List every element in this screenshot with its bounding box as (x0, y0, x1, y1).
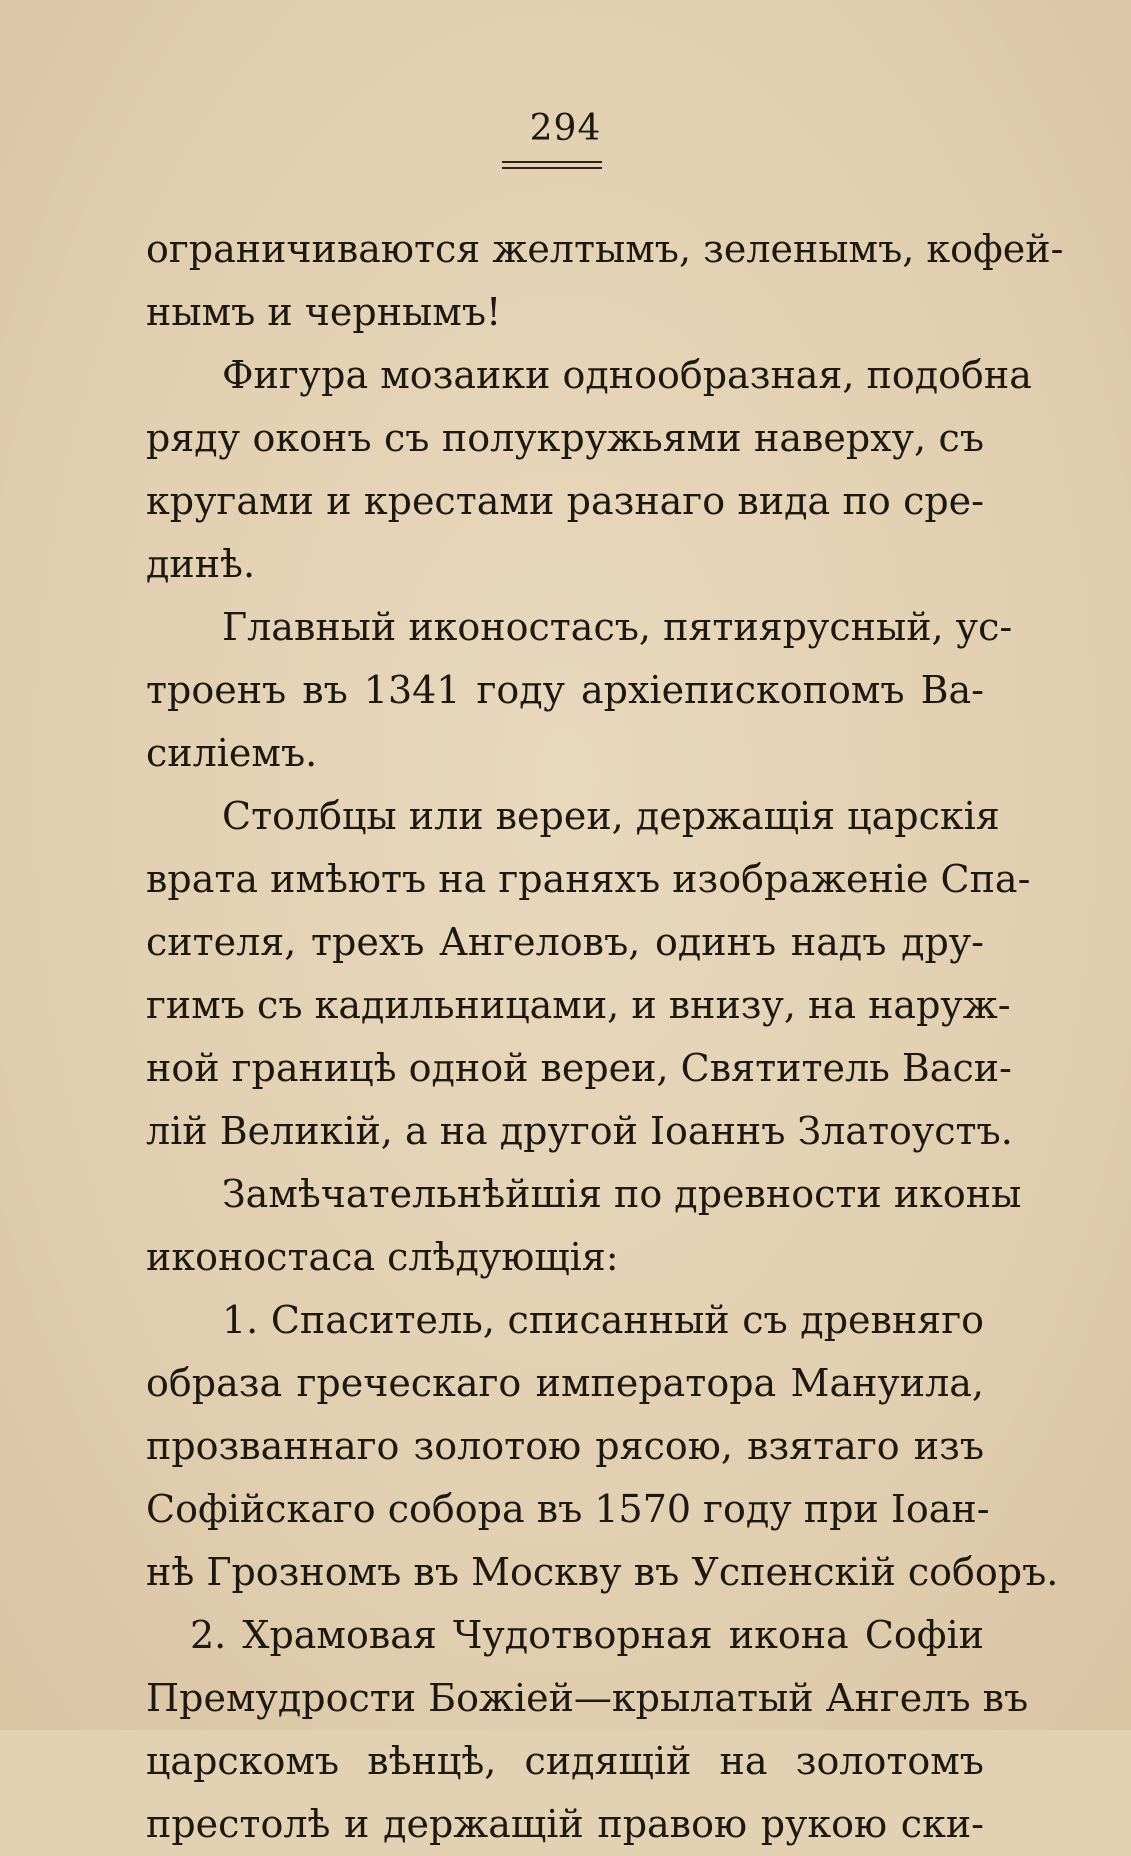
text-line: ной границѣ одной вереи, Святитель Васи- (146, 1046, 1012, 1090)
text-line: Софійскаго собора въ 1570 году при Іоан- (146, 1487, 990, 1531)
text-line: 1. Спаситель, списанный съ древняго (222, 1298, 984, 1342)
text-line: престолѣ и держащій правою рукою ски- (146, 1802, 984, 1846)
text-line: нымъ и чернымъ! (146, 290, 502, 334)
text-line: нѣ Грозномъ въ Москву въ Успенскій соборъ. (146, 1550, 1059, 1594)
text-line: ряду оконъ съ полукружьями наверху, съ (146, 416, 984, 460)
text-line: Замѣчательнѣйшія по древности иконы (222, 1172, 1022, 1216)
text-line: 2. Храмовая Чудотворная икона Софіи (190, 1613, 984, 1657)
page-number: 294 (529, 108, 602, 149)
text-line: динѣ. (146, 542, 256, 586)
text-line: Главный иконостасъ, пятиярусный, ус- (222, 605, 1013, 649)
text-line: Премудрости Божіей—крылатый Ангелъ въ (146, 1676, 1029, 1720)
text-line: Столбцы или вереи, держащія царскія (222, 794, 1000, 838)
text-line: врата имѣютъ на граняхъ изображеніе Спа- (146, 857, 1031, 901)
text-line: образа греческаго императора Мануила, (146, 1361, 984, 1405)
text-line: прозваннаго золотою рясою, взятаго изъ (146, 1424, 984, 1468)
header-rule-top (502, 161, 602, 163)
text-line: иконостаса слѣдующія: (146, 1235, 619, 1279)
text-line: лій Великій, а на другой Іоаннъ Златоустъ. (146, 1109, 1013, 1153)
body-text (146, 218, 1064, 1856)
header-rule-bottom (502, 167, 602, 169)
text-line: троенъ въ 1341 году архіепископомъ Ва- (146, 668, 984, 712)
text-line: сителя, трехъ Ангеловъ, одинъ надъ дру- (146, 920, 984, 964)
text-line: кругами и крестами разнаго вида по сре- (146, 479, 984, 523)
text-line: силіемъ. (146, 731, 318, 775)
text-line: ограничиваются желтымъ, зеленымъ, кофей- (146, 227, 1064, 271)
text-line: царскомъ вѣнцѣ, сидящій на золотомъ (146, 1739, 984, 1783)
text-line: гимъ съ кадильницами, и внизу, на наруж- (146, 983, 1011, 1027)
text-line: Фигура мозаики однообразная, подобна (222, 353, 1032, 397)
